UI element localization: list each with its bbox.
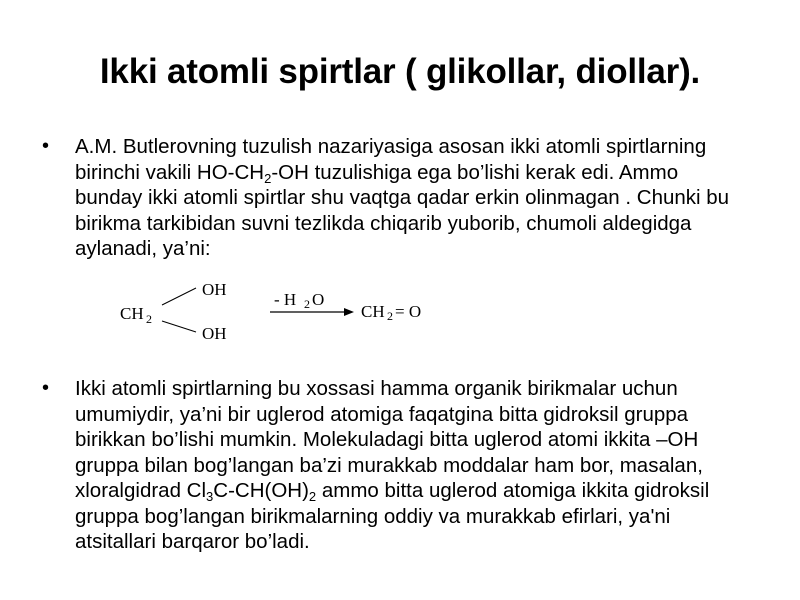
bullet2-text-part2: C-CH(OH) [213,479,309,502]
bond-bottom [162,321,196,332]
slide-title: Ikki atomli spirtlar ( glikollar, diollar). [99,52,701,91]
bullet-dot: • [42,135,50,157]
product-subscript: 2 [387,309,393,323]
reactant-subscript: 2 [146,312,152,326]
oh-bottom: OH [202,324,227,343]
bullet2-text-part3: ammo bitta uglerod atomiga ikkita gidroksil gruppa bog’langan birikmalarning oddiy va murakkab efirlari, ya'ni atsitallari barqaror bo’ladi. [75,479,710,553]
reaction-arrow-head-icon [344,308,354,316]
reactant-ch: CH [120,304,144,323]
bond-top [162,288,196,305]
bullet2-text-part1: Ikki atomli spirtlarning bu xossasi hamma organik birikmalar uchun umumiydir, ya’ni bir uglerod atomiga faqatgina bitta gidroksil gruppa birikkan bo’lishi mumkin. Molekuladagi bitta uglerod atomi ikkita –OH gruppa bilan bog’langan ba’zi murakkab moddalar ham bor, masalan, xloralgidrad Cl [75,377,703,502]
oh-top: OH [202,280,227,299]
reaction-scheme [118,272,478,352]
arrow-label-suffix: O [312,290,325,309]
bullet2-subscript-2: 2 [308,489,317,504]
product-ch: CH [361,302,385,321]
bullet-paragraph-2 [42,376,740,555]
bullet1-text-part2: -OH tuzulishiga ega bo’lishi kerak edi. Ammo bunday ikki atomli spirtlar shu vaqtga qadar erkin olinmagan . Chunki bu birikma tarkibidan suvni tezlikda chiqarib yuborib, chumoli aldegidga aylanadi, ya’ni: [75,160,730,260]
arrow-label-subscript: 2 [304,297,310,311]
product-suffix: = O [395,302,422,321]
bullet-dot: • [42,377,50,399]
arrow-label: - H [274,290,297,309]
bullet-paragraph-1 [42,134,740,262]
bullet1-text-part1: A.M. Butlerovning tuzulish nazariyasiga asosan ikki atomli spirtlarning birinchi vakili HO-CH [75,135,707,184]
reaction-svg [118,272,478,352]
bullet1-subscript: 2 [264,170,272,186]
bullet2-subscript-1: 3 [206,489,214,504]
